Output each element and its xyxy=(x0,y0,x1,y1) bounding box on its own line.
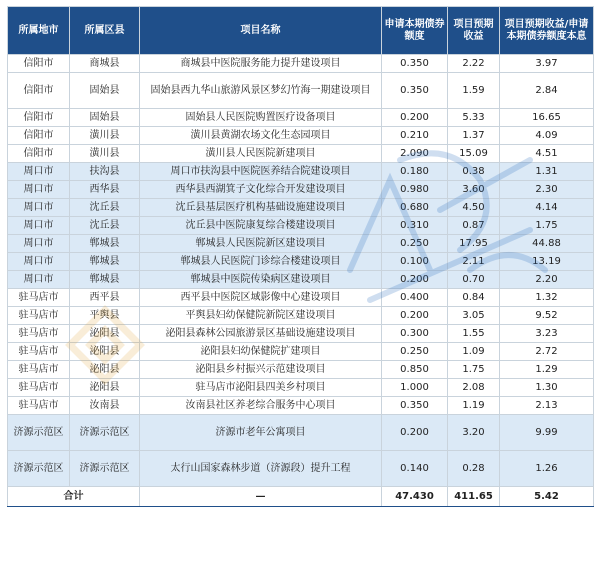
cell-expected-income: 1.09 xyxy=(448,343,500,361)
cell-project-name: 驻马店市泌阳县四美乡村项目 xyxy=(140,379,382,397)
bond-project-table xyxy=(7,6,594,507)
cell-bond-amount: 0.310 xyxy=(382,217,448,235)
cell-county: 固始县 xyxy=(70,109,140,127)
cell-project-name: 泌阳县乡村振兴示范建设项目 xyxy=(140,361,382,379)
cell-project-name: 郸城县中医院传染病区建设项目 xyxy=(140,271,382,289)
cell-coverage-ratio: 4.14 xyxy=(500,199,594,217)
cell-expected-income: 0.28 xyxy=(448,451,500,487)
cell-city: 驻马店市 xyxy=(8,361,70,379)
cell-bond-amount: 0.100 xyxy=(382,253,448,271)
cell-coverage-ratio: 3.97 xyxy=(500,55,594,73)
cell-bond-amount: 0.180 xyxy=(382,163,448,181)
cell-expected-income: 0.70 xyxy=(448,271,500,289)
cell-county: 扶沟县 xyxy=(70,163,140,181)
table-row xyxy=(8,73,594,109)
cell-project-name: 固始县人民医院购置医疗设备项目 xyxy=(140,109,382,127)
cell-coverage-ratio: 1.29 xyxy=(500,361,594,379)
cell-project-name: 太行山国家森林步道（济源段）提升工程 xyxy=(140,451,382,487)
cell-city: 驻马店市 xyxy=(8,379,70,397)
cell-bond-amount: 1.000 xyxy=(382,379,448,397)
cell-city: 信阳市 xyxy=(8,55,70,73)
header-expected-income: 项目预期收益 xyxy=(448,7,500,55)
cell-project-name: 沈丘县基层医疗机构基础设施建设项目 xyxy=(140,199,382,217)
table-header-row xyxy=(8,7,594,55)
bond-project-table-container xyxy=(7,6,593,507)
table-row xyxy=(8,199,594,217)
cell-coverage-ratio: 1.75 xyxy=(500,217,594,235)
table-row xyxy=(8,253,594,271)
cell-bond-amount: 0.350 xyxy=(382,55,448,73)
table-row xyxy=(8,109,594,127)
cell-bond-amount: 0.250 xyxy=(382,235,448,253)
cell-city: 信阳市 xyxy=(8,127,70,145)
cell-expected-income: 0.87 xyxy=(448,217,500,235)
cell-city: 济源示范区 xyxy=(8,451,70,487)
total-project-name: — xyxy=(140,487,382,507)
cell-coverage-ratio: 4.51 xyxy=(500,145,594,163)
cell-project-name: 西华县西湖箕子文化综合开发建设项目 xyxy=(140,181,382,199)
cell-expected-income: 2.11 xyxy=(448,253,500,271)
cell-expected-income: 0.84 xyxy=(448,289,500,307)
total-label: 合计 xyxy=(8,487,140,507)
cell-expected-income: 3.60 xyxy=(448,181,500,199)
header-bond-amount: 申请本期债券额度 xyxy=(382,7,448,55)
cell-bond-amount: 0.400 xyxy=(382,289,448,307)
cell-city: 周口市 xyxy=(8,181,70,199)
cell-bond-amount: 0.850 xyxy=(382,361,448,379)
cell-bond-amount: 0.200 xyxy=(382,415,448,451)
table-row xyxy=(8,289,594,307)
cell-expected-income: 15.09 xyxy=(448,145,500,163)
cell-bond-amount: 0.680 xyxy=(382,199,448,217)
cell-expected-income: 3.20 xyxy=(448,415,500,451)
table-row xyxy=(8,451,594,487)
table-row xyxy=(8,217,594,235)
cell-city: 济源示范区 xyxy=(8,415,70,451)
cell-coverage-ratio: 13.19 xyxy=(500,253,594,271)
cell-county: 西平县 xyxy=(70,289,140,307)
cell-city: 周口市 xyxy=(8,199,70,217)
table-body xyxy=(8,55,594,507)
cell-city: 驻马店市 xyxy=(8,307,70,325)
cell-bond-amount: 0.350 xyxy=(382,397,448,415)
table-row xyxy=(8,343,594,361)
cell-project-name: 泌阳县森林公园旅游景区基础设施建设项目 xyxy=(140,325,382,343)
table-row xyxy=(8,163,594,181)
cell-coverage-ratio: 2.84 xyxy=(500,73,594,109)
cell-county: 泌阳县 xyxy=(70,343,140,361)
cell-county: 沈丘县 xyxy=(70,199,140,217)
cell-project-name: 郸城县人民医院新区建设项目 xyxy=(140,235,382,253)
total-coverage-ratio: 5.42 xyxy=(500,487,594,507)
cell-coverage-ratio: 1.26 xyxy=(500,451,594,487)
cell-coverage-ratio: 2.20 xyxy=(500,271,594,289)
table-row xyxy=(8,235,594,253)
cell-bond-amount: 2.090 xyxy=(382,145,448,163)
cell-coverage-ratio: 16.65 xyxy=(500,109,594,127)
cell-coverage-ratio: 1.32 xyxy=(500,289,594,307)
table-row xyxy=(8,55,594,73)
cell-coverage-ratio: 9.99 xyxy=(500,415,594,451)
cell-county: 西华县 xyxy=(70,181,140,199)
table-row xyxy=(8,181,594,199)
cell-bond-amount: 0.250 xyxy=(382,343,448,361)
cell-bond-amount: 0.210 xyxy=(382,127,448,145)
cell-county: 郸城县 xyxy=(70,235,140,253)
cell-bond-amount: 0.300 xyxy=(382,325,448,343)
cell-county: 郸城县 xyxy=(70,271,140,289)
cell-project-name: 郸城县人民医院门诊综合楼建设项目 xyxy=(140,253,382,271)
cell-project-name: 周口市扶沟县中医院医养结合院建设项目 xyxy=(140,163,382,181)
table-row xyxy=(8,307,594,325)
cell-expected-income: 17.95 xyxy=(448,235,500,253)
cell-bond-amount: 0.200 xyxy=(382,109,448,127)
cell-expected-income: 0.38 xyxy=(448,163,500,181)
cell-city: 驻马店市 xyxy=(8,343,70,361)
cell-county: 泌阳县 xyxy=(70,379,140,397)
cell-bond-amount: 0.980 xyxy=(382,181,448,199)
cell-coverage-ratio: 4.09 xyxy=(500,127,594,145)
cell-county: 汝南县 xyxy=(70,397,140,415)
cell-project-name: 平舆县妇幼保健院新院区建设项目 xyxy=(140,307,382,325)
table-row xyxy=(8,271,594,289)
cell-city: 驻马店市 xyxy=(8,325,70,343)
cell-bond-amount: 0.350 xyxy=(382,73,448,109)
header-county: 所属区县 xyxy=(70,7,140,55)
cell-project-name: 潢川县人民医院新建项目 xyxy=(140,145,382,163)
cell-city: 信阳市 xyxy=(8,73,70,109)
cell-county: 泌阳县 xyxy=(70,361,140,379)
cell-city: 周口市 xyxy=(8,217,70,235)
table-row xyxy=(8,325,594,343)
cell-county: 济源示范区 xyxy=(70,415,140,451)
cell-county: 平舆县 xyxy=(70,307,140,325)
cell-county: 潢川县 xyxy=(70,145,140,163)
cell-coverage-ratio: 2.30 xyxy=(500,181,594,199)
cell-expected-income: 1.75 xyxy=(448,361,500,379)
cell-expected-income: 4.50 xyxy=(448,199,500,217)
cell-city: 周口市 xyxy=(8,163,70,181)
cell-project-name: 西平县中医院区域影像中心建设项目 xyxy=(140,289,382,307)
cell-project-name: 商城县中医院服务能力提升建设项目 xyxy=(140,55,382,73)
cell-coverage-ratio: 2.72 xyxy=(500,343,594,361)
cell-coverage-ratio: 2.13 xyxy=(500,397,594,415)
cell-expected-income: 1.19 xyxy=(448,397,500,415)
cell-coverage-ratio: 1.31 xyxy=(500,163,594,181)
cell-expected-income: 1.59 xyxy=(448,73,500,109)
cell-coverage-ratio: 1.30 xyxy=(500,379,594,397)
cell-city: 信阳市 xyxy=(8,109,70,127)
header-project-name: 项目名称 xyxy=(140,7,382,55)
cell-bond-amount: 0.200 xyxy=(382,307,448,325)
cell-expected-income: 1.55 xyxy=(448,325,500,343)
cell-expected-income: 2.22 xyxy=(448,55,500,73)
header-city: 所属地市 xyxy=(8,7,70,55)
cell-city: 周口市 xyxy=(8,235,70,253)
cell-county: 郸城县 xyxy=(70,253,140,271)
cell-expected-income: 5.33 xyxy=(448,109,500,127)
header-coverage-ratio: 项目预期收益/申请本期债券额度本息 xyxy=(500,7,594,55)
table-row xyxy=(8,397,594,415)
table-row xyxy=(8,361,594,379)
cell-project-name: 济源市老年公寓项目 xyxy=(140,415,382,451)
cell-county: 商城县 xyxy=(70,55,140,73)
cell-county: 泌阳县 xyxy=(70,325,140,343)
cell-county: 沈丘县 xyxy=(70,217,140,235)
cell-project-name: 固始县西九华山旅游风景区梦幻竹海一期建设项目 xyxy=(140,73,382,109)
cell-project-name: 潢川县黄湖农场文化生态园项目 xyxy=(140,127,382,145)
cell-project-name: 泌阳县妇幼保健院扩建项目 xyxy=(140,343,382,361)
cell-city: 信阳市 xyxy=(8,145,70,163)
cell-expected-income: 1.37 xyxy=(448,127,500,145)
table-row xyxy=(8,145,594,163)
cell-city: 驻马店市 xyxy=(8,397,70,415)
total-expected-income: 411.65 xyxy=(448,487,500,507)
total-bond-amount: 47.430 xyxy=(382,487,448,507)
cell-county: 潢川县 xyxy=(70,127,140,145)
cell-expected-income: 2.08 xyxy=(448,379,500,397)
cell-coverage-ratio: 3.23 xyxy=(500,325,594,343)
table-row xyxy=(8,379,594,397)
cell-city: 驻马店市 xyxy=(8,289,70,307)
cell-city: 周口市 xyxy=(8,253,70,271)
table-row xyxy=(8,415,594,451)
cell-project-name: 汝南县社区养老综合服务中心项目 xyxy=(140,397,382,415)
table-row xyxy=(8,127,594,145)
cell-county: 固始县 xyxy=(70,73,140,109)
cell-county: 济源示范区 xyxy=(70,451,140,487)
cell-bond-amount: 0.200 xyxy=(382,271,448,289)
total-row xyxy=(8,487,594,507)
cell-expected-income: 3.05 xyxy=(448,307,500,325)
cell-coverage-ratio: 44.88 xyxy=(500,235,594,253)
cell-coverage-ratio: 9.52 xyxy=(500,307,594,325)
cell-project-name: 沈丘县中医院康复综合楼建设项目 xyxy=(140,217,382,235)
cell-bond-amount: 0.140 xyxy=(382,451,448,487)
cell-city: 周口市 xyxy=(8,271,70,289)
